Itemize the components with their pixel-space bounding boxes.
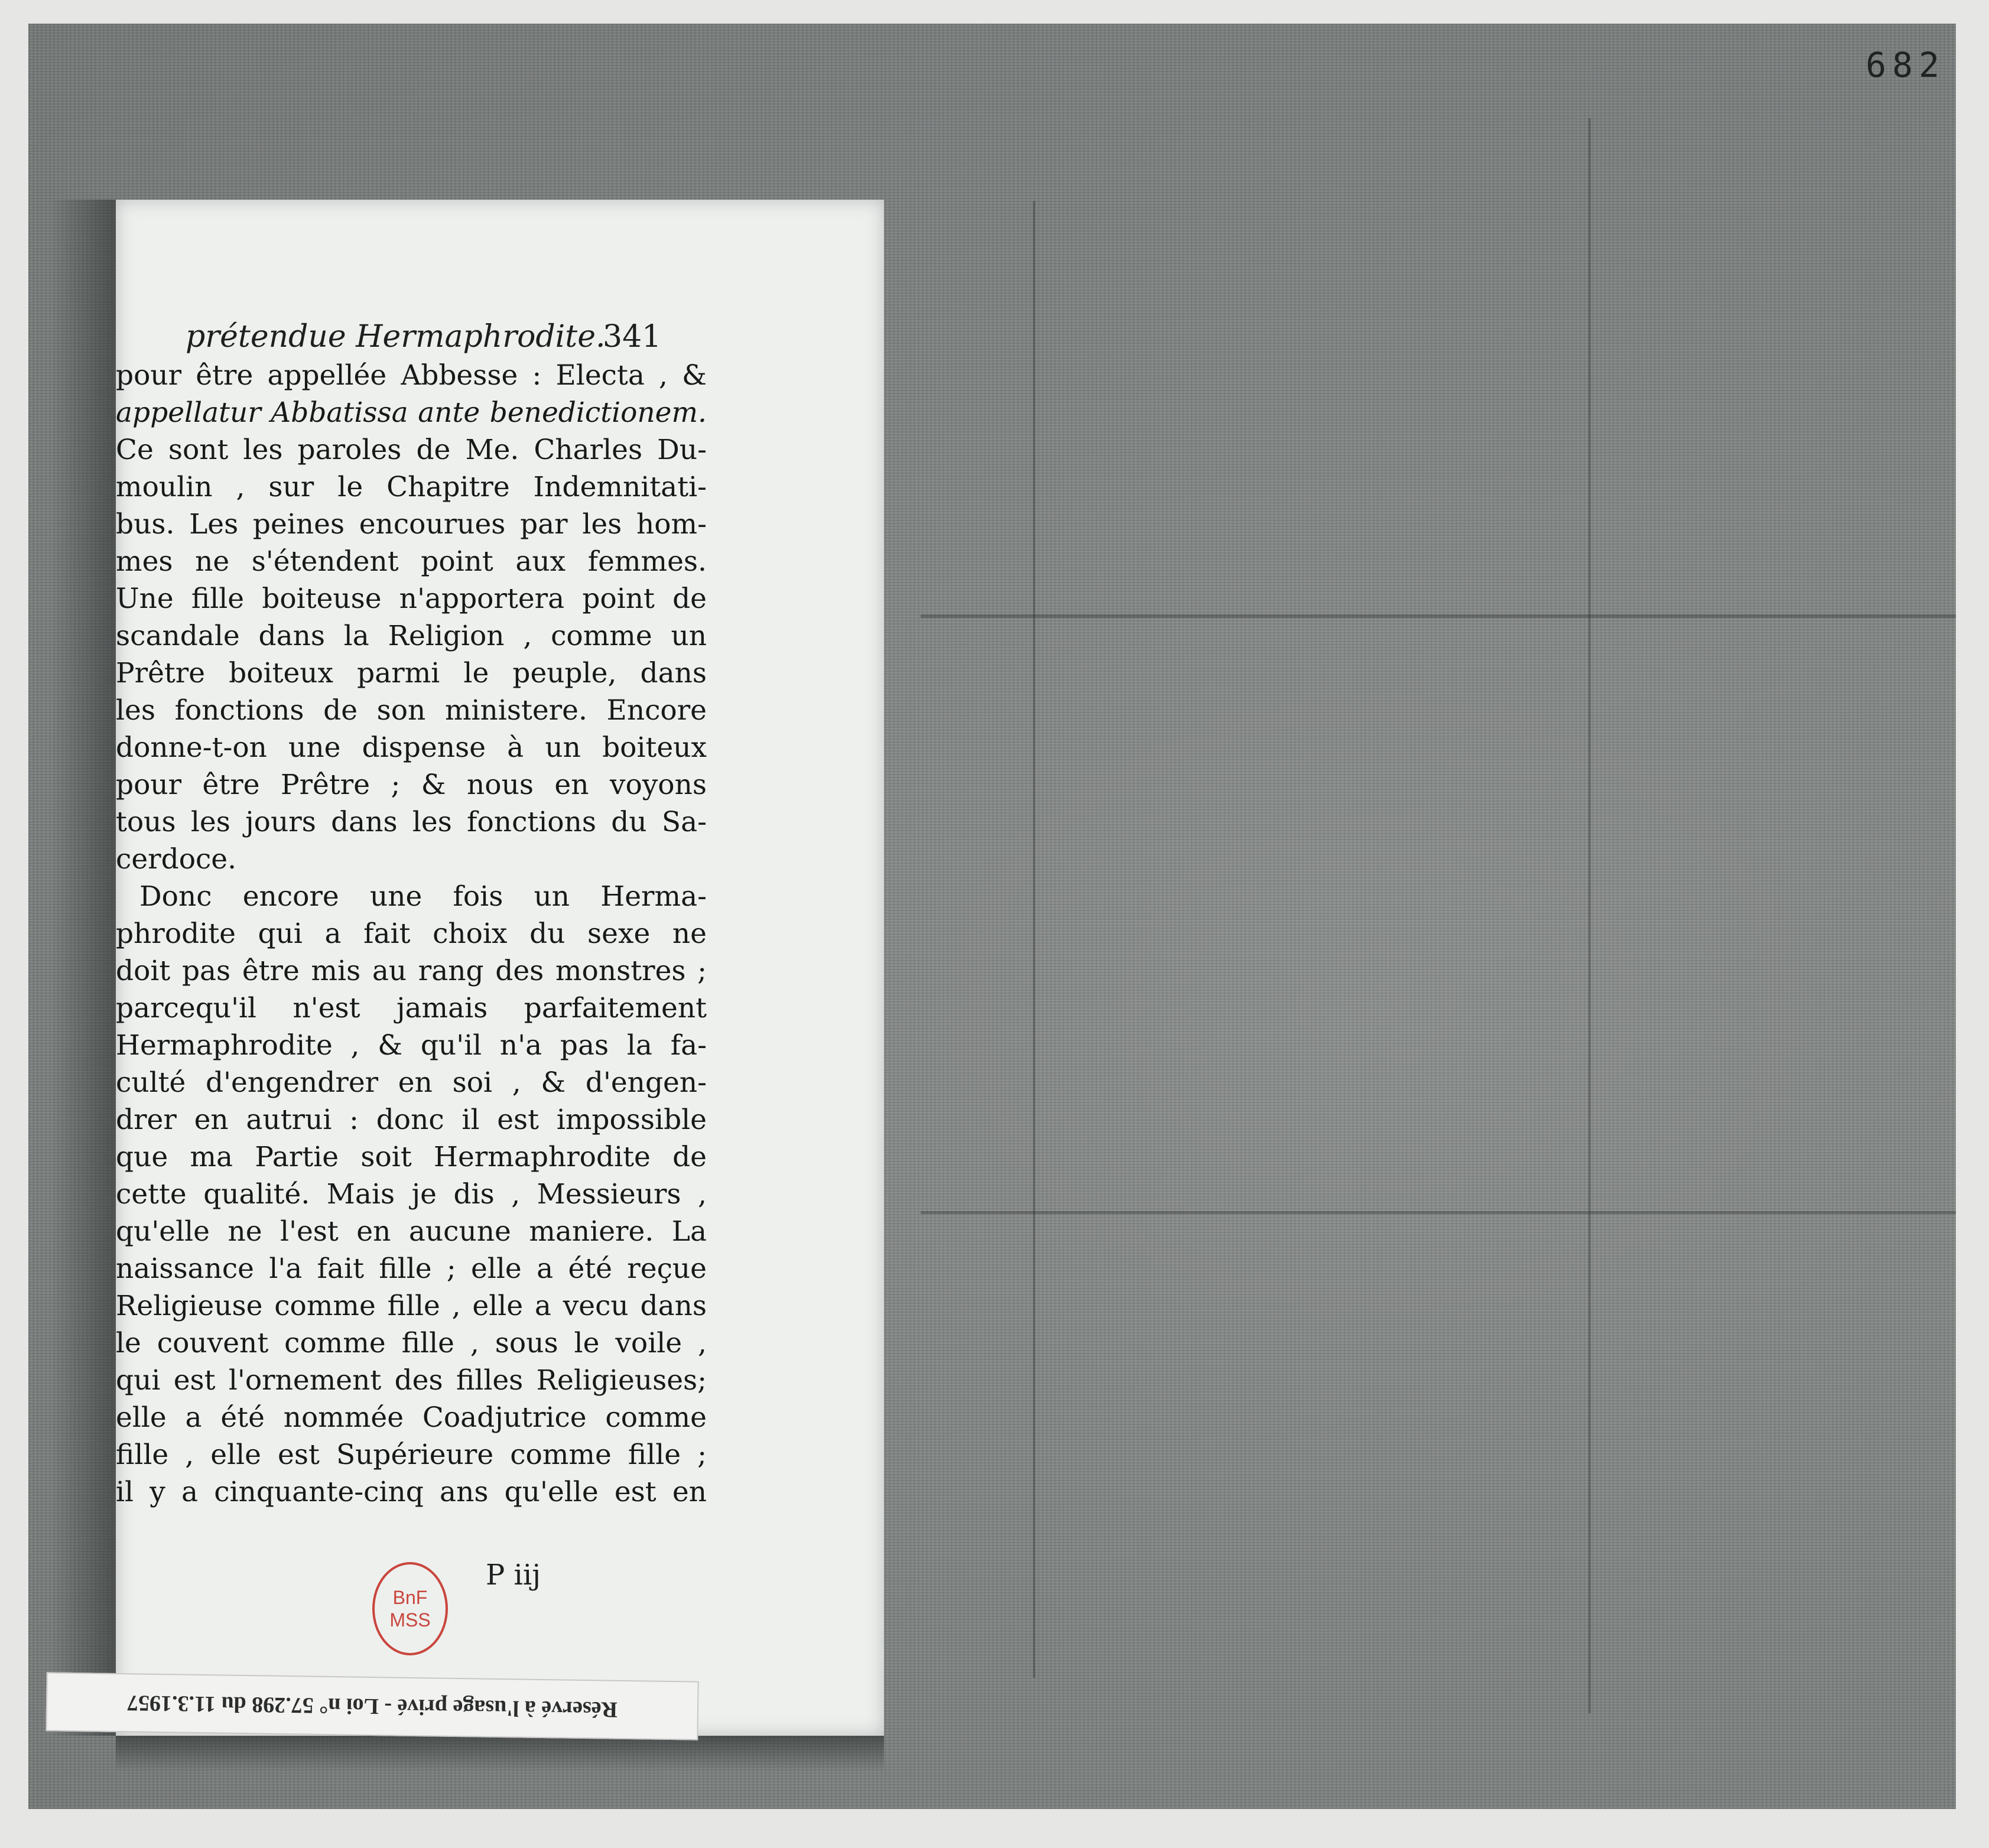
text-line: doit pas être mis au rang des monstres ; [116,955,707,987]
rights-label [46,1672,698,1740]
text-line: donne-t-on une dispense à un boiteux [116,731,707,764]
text-line: parcequ'il n'est jamais parfaitement [116,992,707,1024]
ghost-rule [921,614,1956,618]
text-line: fille , elle est Supérieure comme fille ; [116,1439,707,1471]
stamp-line: BnF [392,1587,428,1608]
book-page [116,200,884,1736]
ghost-rule [921,1211,1956,1214]
text-line: les fonctions de son ministere. Encore [116,694,707,727]
text-line: mes ne s'étendent point aux femmes. [116,545,707,578]
text-line: tous les jours dans les fonctions du Sa- [116,806,707,838]
text-line: que ma Partie soit Hermaphrodite de [116,1141,707,1173]
text-line: culté d'engendrer en soi , & d'engen- [116,1066,707,1099]
text-line: le couvent comme fille , sous le voile , [116,1327,707,1359]
text-line: pour être Prêtre ; & nous en voyons [116,769,707,801]
text-line: scandale dans la Religion , comme un [116,620,707,652]
text-line: pour être appellée Abbesse : Electa , & [116,359,707,392]
text-line: elle a été nommée Coadjutrice comme [116,1401,707,1434]
text-line: il y a cinquante-cinq ans qu'elle est en [116,1476,707,1508]
text-line: cette qualité. Mais je dis , Messieurs , [116,1178,707,1211]
text-line: drer en autrui : donc il est impossible [116,1104,707,1136]
library-stamp [372,1562,448,1655]
body-text [116,357,707,1511]
text-line: Prêtre boiteux parmi le peuple, dans [116,657,707,689]
stamp-line: MSS [389,1609,431,1631]
text-line: Une fille boiteuse n'apportera point de [116,583,707,615]
text-line: phrodite qui a fait choix du sexe ne [116,918,707,950]
rights-label-text: Réservé à l'usage privé - Loi n° 57.298 du 11.3.1957 [126,1690,618,1722]
text-line: appellatur Abbatissa ante benedictionem. [116,396,707,429]
text-line: Religieuse comme fille , elle a vecu dans [116,1290,707,1322]
signature-mark: P iij [486,1559,541,1592]
text-line: Ce sont les paroles de Me. Charles Du- [116,434,707,466]
text-line: qu'elle ne l'est en aucune maniere. La [116,1215,707,1248]
text-line: Hermaphrodite , & qu'il n'a pas la fa- [116,1029,707,1062]
text-line: moulin , sur le Chapitre Indemnitati- [116,471,707,503]
folio-number: 682 [1866,45,1945,85]
ghost-rule [1033,201,1035,1678]
text-line: bus. Les peines encourues par les hom- [116,508,707,541]
text-line: cerdoce. [116,843,237,876]
ghost-rule [1588,118,1591,1713]
running-title: prétendue Hermaphrodite. [186,319,606,354]
text-line: qui est l'ornement des filles Religieuses; [116,1364,707,1397]
text-line: naissance l'a fait fille ; elle a été reçue [116,1252,707,1285]
text-line: Donc encore une fois un Herma- [139,880,707,913]
page-number: 341 [603,319,662,354]
